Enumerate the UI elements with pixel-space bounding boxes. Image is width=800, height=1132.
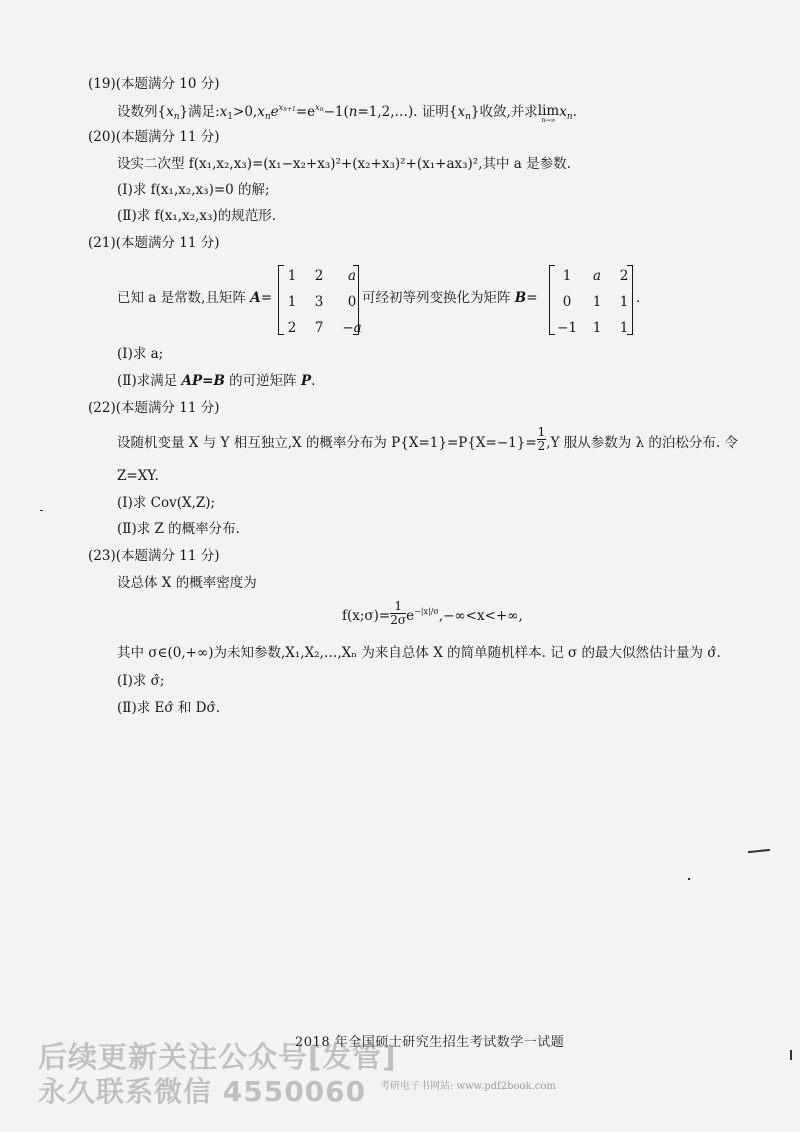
matrix-a-cell: a bbox=[347, 268, 357, 284]
q21-period: . bbox=[636, 290, 641, 306]
q19-header: (19)(本题满分 10 分) bbox=[88, 76, 220, 92]
matrix-a-cell: −a bbox=[342, 320, 362, 336]
matrix-b-cell: 1 bbox=[562, 268, 572, 284]
q21-part2: (Ⅱ)求满足 AP=B 的可逆矩阵 P. bbox=[117, 373, 316, 389]
matrix-b-cell: 1 bbox=[619, 294, 629, 310]
q22-part2: (Ⅱ)求 Z 的概率分布. bbox=[117, 521, 240, 537]
q20-header: (20)(本题满分 11 分) bbox=[88, 129, 220, 145]
q23-density-formula: f(x;σ)= $\frac{1}{2\sigma}$ $e^{-|x|/\sigma},-\infty<x<+\infty$, bbox=[342, 599, 523, 628]
q22-part1: (Ⅰ)求 Cov(X,Z); bbox=[117, 495, 216, 511]
promo-overlay-line1: 后续更新关注公众号[发管] bbox=[38, 1040, 397, 1074]
q22-statement: 设随机变量 X 与 Y 相互独立,X 的概率分布为 P{X=1}=P{X=−1}= $\frac{1}{2}$ ,Y 服从参数为 λ 的泊松分布. 令 bbox=[117, 425, 739, 454]
q23-statement: 其中 σ∈(0,+∞)为未知参数,X₁,X₂,…,Xₙ 为来自总体 X 的简单随机样本. 记 σ 的最大似然估计量为 σ̂. bbox=[117, 645, 721, 661]
matrix-a-cell: 7 bbox=[314, 320, 324, 336]
q23-intro: 设总体 X 的概率密度为 bbox=[117, 575, 257, 591]
matrix-b-cell: −1 bbox=[557, 320, 577, 336]
lim-operator: lim bbox=[537, 102, 560, 119]
matrix-a-cell: 3 bbox=[314, 294, 324, 310]
q22-statement-cont: Z=XY. bbox=[117, 468, 159, 484]
matrix-b-cell: 2 bbox=[619, 268, 629, 284]
q19-statement: 设数列$\{x_n\}$满足$:x_1>0,x_ne^{x_{n+1}}=e^{x_n}-1(n=1,2,\dots)$. 证明$\{x_n\}$收敛,并求lim n→∞ $x_n$. bbox=[117, 102, 577, 124]
matrix-a-cell: 1 bbox=[287, 268, 297, 284]
q21-part1: (Ⅰ)求 a; bbox=[117, 346, 164, 362]
matrix-b bbox=[552, 264, 636, 340]
q20-intro: 设实二次型 f(x₁,x₂,x₃)=(x₁−x₂+x₃)²+(x₂+x₃)²+(x₁+ax₃)²,其中 a 是参数. bbox=[117, 156, 571, 172]
matrix-b-cell: a bbox=[592, 268, 602, 284]
footer-title: 2018 年全国硕士研究生招生考试数学一试题 bbox=[295, 1035, 565, 1050]
matrix-a-right-bracket bbox=[353, 265, 359, 335]
watermark-site: 考研电子书网站: www.pdf2book.com bbox=[380, 1081, 556, 1092]
matrix-a-cell: 2 bbox=[314, 268, 324, 284]
q23-part2: (Ⅱ)求 Eσ̂ 和 Dσ̂. bbox=[117, 700, 220, 716]
lim-subscript: n→∞ bbox=[541, 117, 556, 124]
matrix-b-cell: 1 bbox=[592, 320, 602, 336]
scan-speck bbox=[790, 1050, 792, 1060]
q20-part1: (Ⅰ)求 f(x₁,x₂,x₃)=0 的解; bbox=[117, 182, 270, 198]
scan-speck bbox=[688, 878, 690, 880]
q21-statement-a: 已知 a 是常数,且矩阵 A= bbox=[117, 290, 273, 306]
matrix-b-cell: 1 bbox=[619, 320, 629, 336]
q20-part2: (Ⅱ)求 f(x₁,x₂,x₃)的规范形. bbox=[117, 208, 276, 224]
matrix-b-cell: 0 bbox=[562, 294, 572, 310]
matrix-a-cell: 0 bbox=[347, 294, 357, 310]
q21-header: (21)(本题满分 11 分) bbox=[88, 235, 220, 251]
matrix-b-cell: 1 bbox=[592, 294, 602, 310]
q23-part1: (Ⅰ)求 σ̂; bbox=[117, 673, 165, 689]
q23-header: (23)(本题满分 11 分) bbox=[88, 548, 220, 564]
q21-statement-b: 可经初等列变换化为矩阵 B= bbox=[362, 290, 538, 306]
scan-speck bbox=[40, 510, 43, 511]
promo-overlay-line2: 永久联系微信 4550060 bbox=[38, 1075, 367, 1108]
matrix-a-cell: 1 bbox=[287, 294, 297, 310]
matrix-a-cell: 2 bbox=[287, 320, 297, 336]
matrix-b-right-bracket bbox=[627, 265, 633, 335]
scan-speck bbox=[748, 849, 770, 853]
q22-header: (22)(本题满分 11 分) bbox=[88, 400, 220, 416]
